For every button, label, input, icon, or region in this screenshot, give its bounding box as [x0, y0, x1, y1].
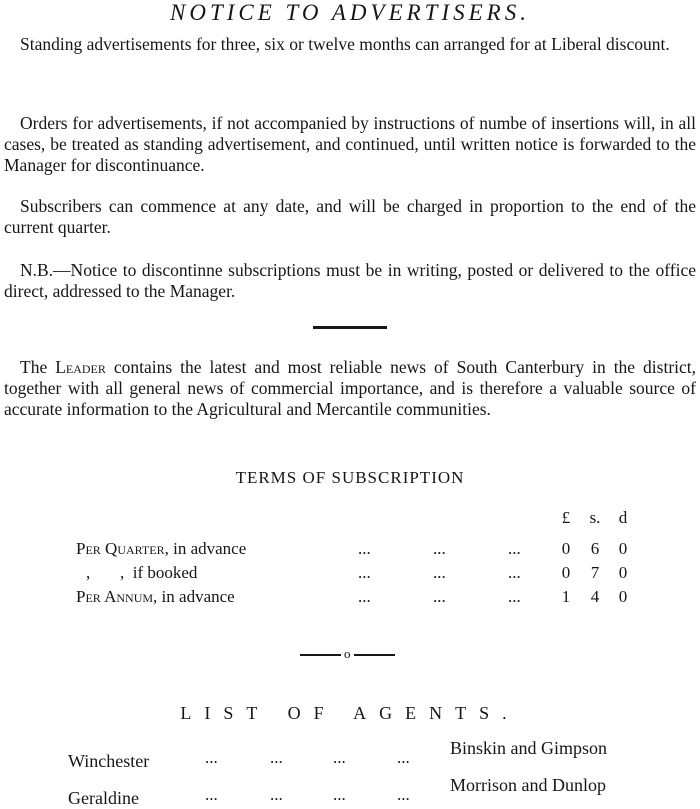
agent-name: Binskin and Gimpson	[450, 738, 608, 758]
leader-name: Leader	[55, 357, 106, 377]
standing-advertisements-paragraph: Standing advertisements for three, six or twelve months can arranged for at Liberal discount.	[20, 34, 670, 54]
ornamental-divider	[300, 645, 400, 665]
shillings-header: s.	[589, 508, 601, 527]
terms-column-headers	[0, 508, 700, 532]
orders-paragraph: Orders for advertisements, if not accompanied by instructions of numbe of insertions will, in all cases, be treated as standing advertisement, and continued, until written notice is forwarded to the Manager for discontinuance.	[4, 113, 696, 175]
notice-title: NOTICE TO ADVERTISERS.	[170, 0, 530, 25]
dot-leader: ...	[433, 587, 446, 606]
terms-row-label: Per Quarter, in advance	[76, 539, 247, 558]
leader-prefix: The	[20, 357, 48, 377]
agent-row-winchester	[0, 738, 700, 772]
terms-row-quarter-booked	[0, 563, 700, 587]
dot-leader: ...	[358, 563, 371, 582]
dot-leader: ...	[205, 748, 218, 767]
amount-pounds: 1	[561, 587, 571, 606]
agents-heading: LIST OF AGENTS.	[180, 703, 520, 723]
amount-pounds: 0	[561, 563, 571, 582]
dot-leader: ...	[333, 785, 346, 804]
dot-leader: ...	[397, 785, 410, 804]
dot-leader: ...	[508, 587, 521, 606]
dot-leader: ...	[508, 539, 521, 558]
section-divider	[313, 326, 387, 329]
leader-description: contains the latest and most reliable news of South Canterbury in the district, together with all general news of commercial importance, and is therefore a valuable source of accurate information to the Agricultural and Mercantile communities.	[4, 357, 697, 419]
dot-leader: ...	[433, 539, 446, 558]
dot-leader: ...	[358, 587, 371, 606]
agent-row-geraldine	[0, 775, 700, 809]
amount-shillings: 4	[590, 587, 600, 606]
nb-paragraph: N.B.—Notice to discontinne subscriptions must be in writing, posted or delivered to the office direct, addressed to the Manager.	[4, 260, 696, 301]
leader-paragraph	[4, 357, 696, 420]
amount-shillings: 6	[590, 539, 600, 558]
pounds-header: £	[561, 508, 571, 527]
dot-leader: ...	[508, 563, 521, 582]
subscribers-paragraph: Subscribers can commence at any date, and will be charged in proportion to the end of the current quarter.	[4, 196, 696, 237]
divider-line-right	[354, 654, 395, 656]
amount-shillings: 7	[590, 563, 600, 582]
dot-leader: ...	[333, 748, 346, 767]
amount-pence: 0	[618, 587, 628, 606]
dot-leader: ...	[397, 748, 410, 767]
dot-leader: ...	[433, 563, 446, 582]
amount-pounds: 0	[561, 539, 571, 558]
dot-leader: ...	[270, 748, 283, 767]
agent-name: Morrison and Dunlop	[450, 775, 606, 795]
divider-line-left	[300, 654, 341, 656]
agent-place: Geraldine	[68, 788, 139, 808]
divider-mark: o	[344, 646, 351, 661]
terms-row-label: , , if booked	[86, 563, 198, 582]
pence-header: d	[618, 508, 628, 527]
terms-row-label: Per Annum, in advance	[76, 587, 235, 606]
terms-row-quarter-advance	[0, 539, 700, 563]
dot-leader: ...	[358, 539, 371, 558]
agent-place: Winchester	[68, 751, 150, 771]
amount-pence: 0	[618, 563, 628, 582]
terms-row-annum-advance	[0, 587, 700, 611]
amount-pence: 0	[618, 539, 628, 558]
dot-leader: ...	[270, 785, 283, 804]
dot-leader: ...	[205, 785, 218, 804]
terms-heading: TERMS OF SUBSCRIPTION	[235, 468, 465, 487]
